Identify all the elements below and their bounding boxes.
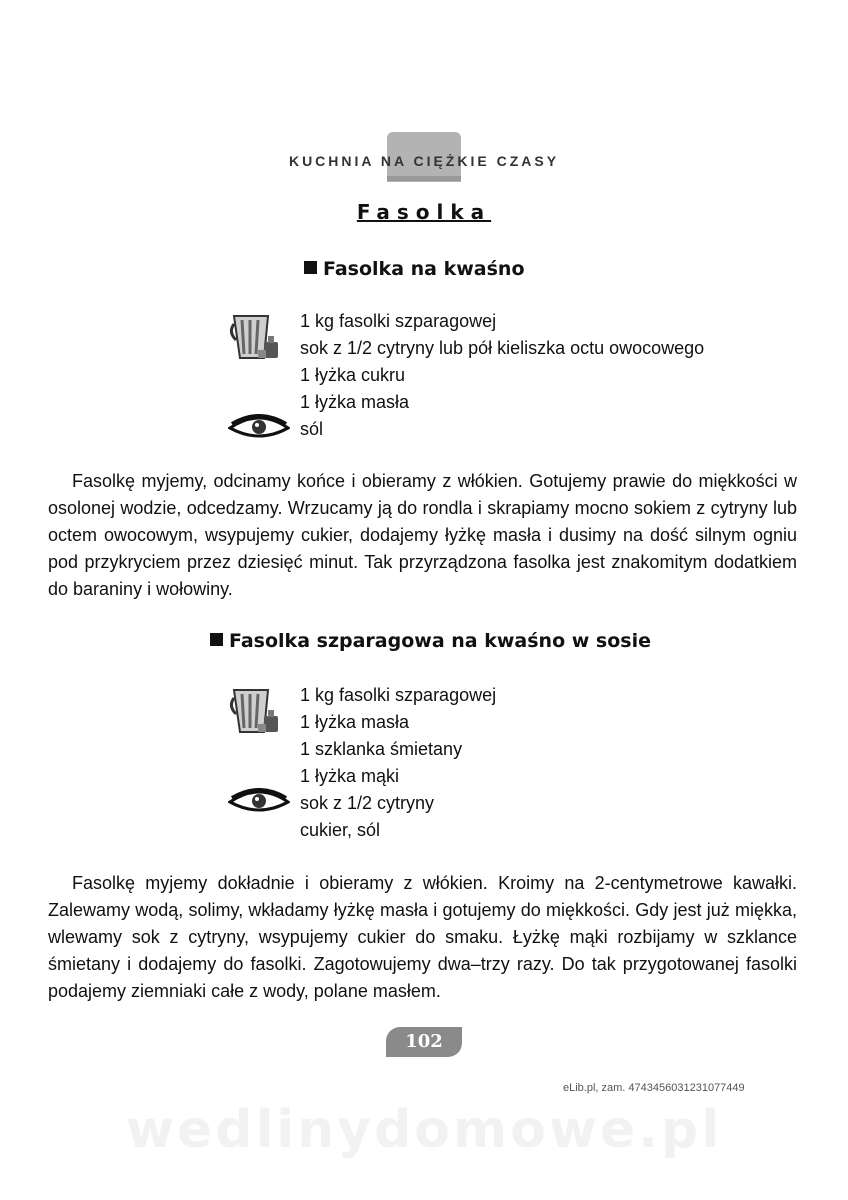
eye-icon (228, 788, 290, 814)
recipe-2-instructions: Fasolkę myjemy dokładnie i obieramy z włókien. Kroimy na 2-centymetrowe kawałki. Zalewamy wodą, solimy, wkładamy łyżkę masła i gotujemy do miękkości. Gdy jest już miękka, wlewamy sok z cytryny, wsypujemy cukier do smaku. Łyżkę mąki rozbijamy w szklance śmietany i dodajemy do fasolki. Zagotowujemy dwa–trzy razy. Do tak przygotowanej fasolki podajemy ziemniaki całe z wody, polane masłem. (48, 873, 797, 1001)
ingredient-item: sok z 1/2 cytryny (300, 793, 435, 813)
recipe-1-ingredients (300, 308, 704, 443)
page-number: 102 (386, 1027, 462, 1057)
recipe-2-ingredients (300, 682, 496, 844)
ingredient-item: 1 łyżka cukru (300, 365, 406, 385)
bullet-icon (210, 633, 223, 646)
recipe-1-instructions: Fasolkę myjemy, odcinamy końce i obieramy z włókien. Gotujemy prawie do miękkości w osolonej wodzie, odcedzamy. Wrzucamy ją do rondla i skrapiamy mocno sokiem z cytryny lub octem owocowym, wsypujemy cukier, dodajemy łyżkę masła i dusimy na dość silnym ogniu pod przykryciem przez dziesięć minut. Tak przyrządzona fasolka jest znakomitym dodatkiem do baraniny i wołowiny. (48, 471, 797, 599)
recipe-1-title-text: Fasolka na kwaśno (323, 258, 525, 280)
ingredient-item: 1 kg fasolki szparagowej (300, 685, 497, 705)
ingredient-item: 1 łyżka mąki (300, 766, 400, 786)
running-header (0, 153, 848, 169)
ingredient-item: cukier, sól (300, 820, 381, 840)
header-part2: NA CIĘŻKIE CZASY (380, 153, 560, 169)
ingredient-item: sól (300, 419, 324, 439)
ingredient-item: 1 łyżka masła (300, 392, 410, 412)
header-underline (387, 176, 461, 181)
jug-icon (228, 310, 284, 362)
ingredient-item: 1 szklanka śmietany (300, 739, 463, 759)
ingredient-item: 1 kg fasolki szparagowej (300, 311, 497, 331)
jug-icon (228, 684, 284, 736)
eye-icon (228, 414, 290, 440)
footer-order-id: eLib.pl, zam. 4743456031231077449 (563, 1082, 745, 1094)
ingredient-item: 1 łyżka masła (300, 712, 410, 732)
header-part1: KUCHNIA (288, 153, 381, 169)
ingredient-item: sok z 1/2 cytryny lub pół kieliszka octu owocowego (300, 338, 705, 358)
bullet-icon (304, 261, 317, 274)
chapter-title: Fasolka (356, 200, 492, 224)
recipe-2-title (210, 630, 651, 652)
recipe-1-title (304, 258, 525, 280)
recipe-2-title-text: Fasolka szparagowa na kwaśno w sosie (229, 630, 651, 652)
watermark: wedlinydomowe.pl (125, 1100, 723, 1160)
